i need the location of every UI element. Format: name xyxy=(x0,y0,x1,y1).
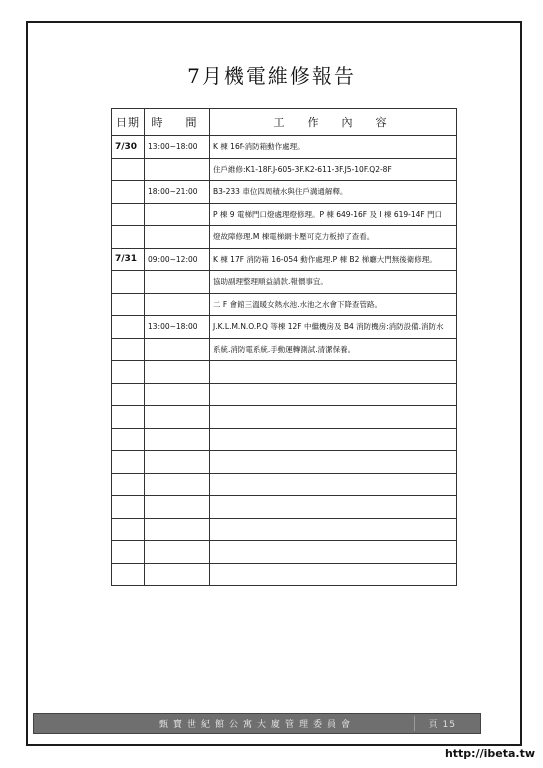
date-cell xyxy=(112,226,145,249)
table-row xyxy=(112,383,457,406)
time-cell xyxy=(145,541,210,564)
work-cell: P 棟 9 電梯門口燈處理燈修理。P 棟 649-16F 及 I 棟 619-14F 門口 xyxy=(210,203,457,226)
table-row xyxy=(112,541,457,564)
time-cell xyxy=(145,158,210,181)
work-cell xyxy=(210,361,457,384)
date-cell xyxy=(112,518,145,541)
work-cell: K 棟 17F 消防箱 16-054 動作處理.P 棟 B2 梯廳大門無後衛修理。 xyxy=(210,248,457,271)
work-cell xyxy=(210,518,457,541)
date-cell xyxy=(112,271,145,294)
table-row xyxy=(112,248,457,271)
time-cell xyxy=(145,338,210,361)
time-cell xyxy=(145,383,210,406)
table-row xyxy=(112,226,457,249)
maintenance-report-table xyxy=(111,108,457,586)
table-header-row xyxy=(112,109,457,136)
time-cell: 09:00~12:00 xyxy=(145,248,210,271)
table-row xyxy=(112,158,457,181)
table-row xyxy=(112,428,457,451)
date-cell xyxy=(112,316,145,339)
time-cell xyxy=(145,496,210,519)
date-cell xyxy=(112,406,145,429)
table-row xyxy=(112,473,457,496)
work-cell: 協助副理整理順益請款.報價事宜。 xyxy=(210,271,457,294)
time-cell xyxy=(145,563,210,586)
work-cell xyxy=(210,406,457,429)
date-cell xyxy=(112,563,145,586)
column-header-work: 工 作 內 容 xyxy=(210,109,457,136)
watermark-url: http://ibeta.tw xyxy=(444,747,535,760)
time-cell: 18:00~21:00 xyxy=(145,181,210,204)
time-cell xyxy=(145,226,210,249)
date-cell xyxy=(112,496,145,519)
table-row xyxy=(112,338,457,361)
table-row xyxy=(112,451,457,474)
time-cell: 13:00~18:00 xyxy=(145,136,210,159)
column-header-time: 時 間 xyxy=(145,109,210,136)
time-cell xyxy=(145,473,210,496)
date-cell xyxy=(112,293,145,316)
date-cell xyxy=(112,541,145,564)
work-cell xyxy=(210,451,457,474)
time-cell xyxy=(145,406,210,429)
table-row xyxy=(112,136,457,159)
work-cell xyxy=(210,473,457,496)
work-cell: K 棟 16f-消防箱動作處理。 xyxy=(210,136,457,159)
table-row xyxy=(112,271,457,294)
table-row xyxy=(112,316,457,339)
time-cell xyxy=(145,293,210,316)
table-row xyxy=(112,181,457,204)
work-cell xyxy=(210,496,457,519)
table-row xyxy=(112,361,457,384)
date-cell: 7/31 xyxy=(112,248,145,271)
footer-bar xyxy=(33,713,481,734)
work-cell xyxy=(210,541,457,564)
date-cell xyxy=(112,181,145,204)
date-cell xyxy=(112,383,145,406)
date-cell xyxy=(112,158,145,181)
date-cell xyxy=(112,428,145,451)
work-cell: B3-233 車位四周積水與住戶溝通解釋。 xyxy=(210,181,457,204)
column-header-date: 日期 xyxy=(112,109,145,136)
document-title: 7月機電維修報告 xyxy=(187,64,356,88)
work-cell: 住戶維修:K1-18F.J-605-3F.K2-611-3F.J5-10F.Q2-8F xyxy=(210,158,457,181)
date-cell xyxy=(112,473,145,496)
time-cell: 13:00~18:00 xyxy=(145,316,210,339)
work-cell xyxy=(210,428,457,451)
work-cell xyxy=(210,563,457,586)
time-cell xyxy=(145,518,210,541)
table-row xyxy=(112,563,457,586)
table-row xyxy=(112,496,457,519)
work-cell xyxy=(210,383,457,406)
footer-organization: 甄寶世紀館公寓大廈管理委員會 xyxy=(158,720,355,730)
time-cell xyxy=(145,203,210,226)
table-body xyxy=(112,136,457,586)
date-cell: 7/30 xyxy=(112,136,145,159)
time-cell xyxy=(145,361,210,384)
time-cell xyxy=(145,451,210,474)
page-number: 頁 15 xyxy=(428,720,456,730)
date-cell xyxy=(112,203,145,226)
work-cell: 二 F 會館三溫暖女熱水池.水池之水會下降查管路。 xyxy=(210,293,457,316)
table-row xyxy=(112,203,457,226)
date-cell xyxy=(112,361,145,384)
table-row xyxy=(112,518,457,541)
time-cell xyxy=(145,271,210,294)
table-row xyxy=(112,406,457,429)
work-cell: 系統.消防電系統.手動運轉測試.清潔保養。 xyxy=(210,338,457,361)
work-cell: J.K.L.M.N.O.P.Q 等棟 12F 中繼機房及 B4 消防機房:消防設備.消防水 xyxy=(210,316,457,339)
table-row xyxy=(112,293,457,316)
date-cell xyxy=(112,338,145,361)
work-cell: 燈故障修理.M 棟電梯網卡壓可克力板掉了查看。 xyxy=(210,226,457,249)
date-cell xyxy=(112,451,145,474)
time-cell xyxy=(145,428,210,451)
